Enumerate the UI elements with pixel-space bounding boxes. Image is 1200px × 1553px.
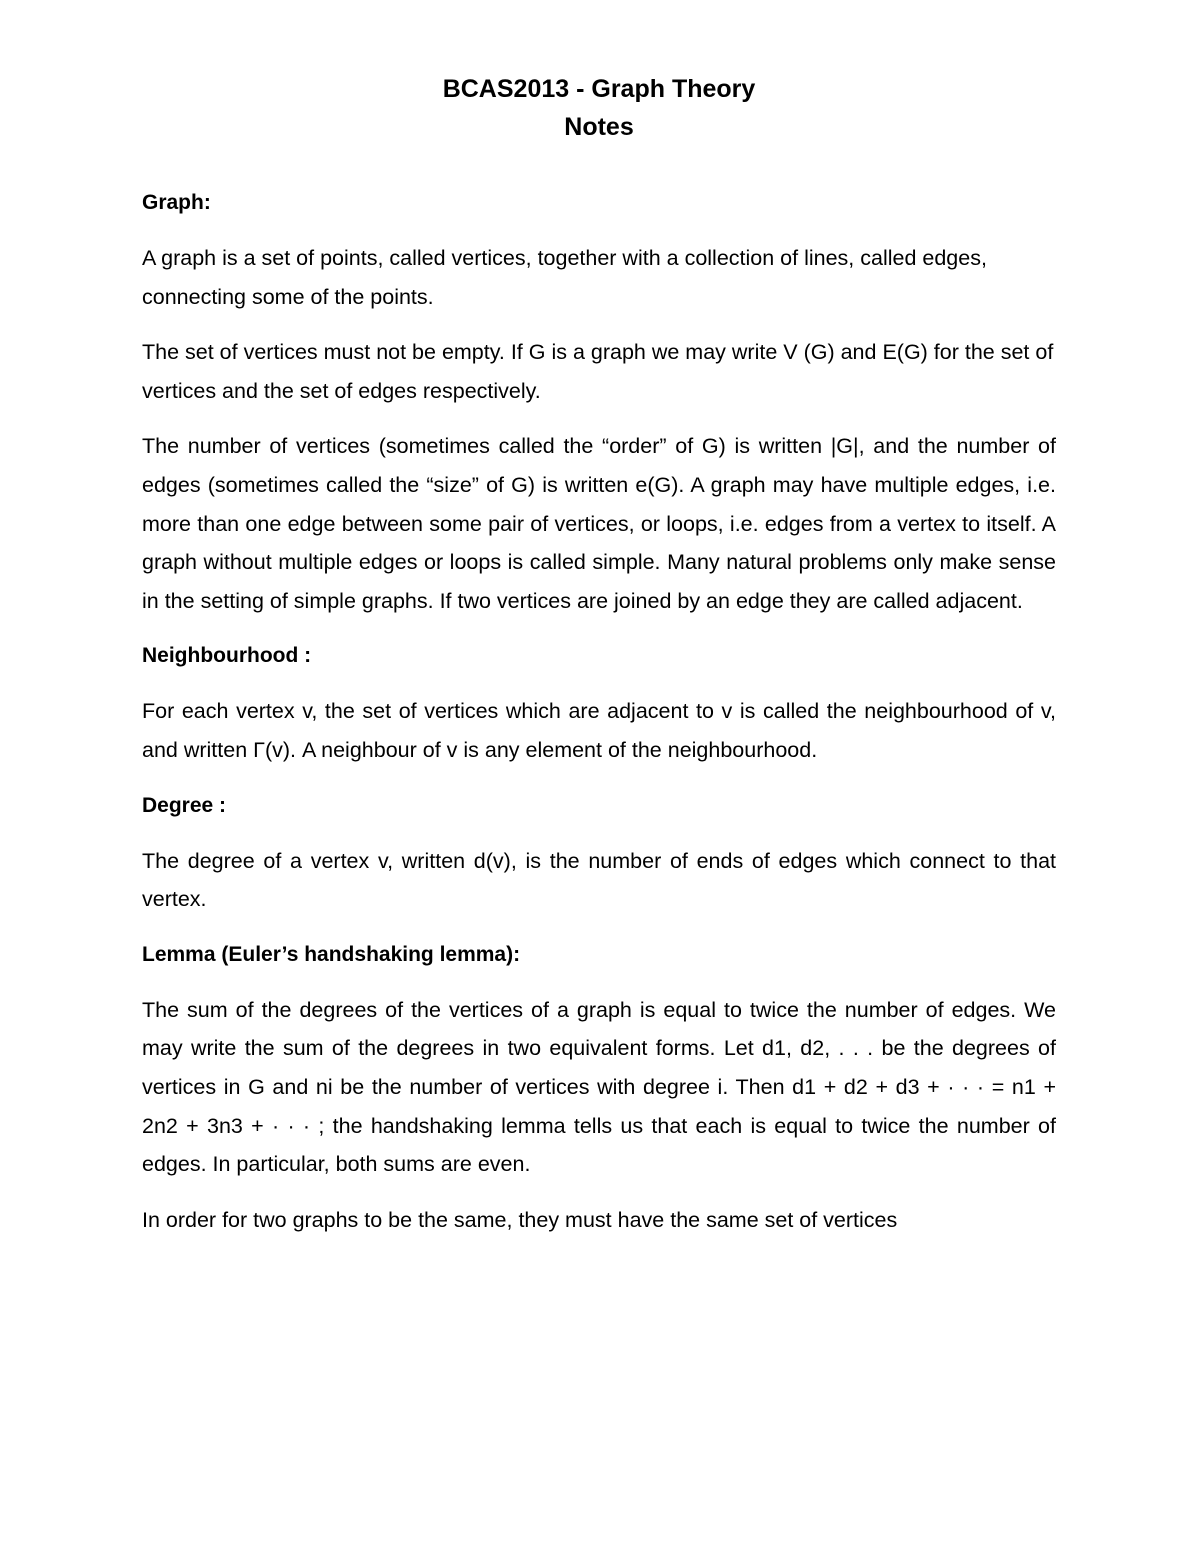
title-block xyxy=(142,70,1056,146)
section-neighbourhood xyxy=(142,637,1056,769)
section-degree xyxy=(142,787,1056,919)
paragraph: For each vertex v, the set of vertices which are adjacent to v is called the neighbourhood of v, and written Γ(v). A neighbour of v is any element of the neighbourhood. xyxy=(142,699,1056,762)
paragraph: The number of vertices (sometimes called the “order” of G) is written |G|, and the number of edges (sometimes called the “size” of G) is written e(G). A graph may have multiple edges, i.e. more than one edge between some pair of vertices, or loops, i.e. edges from a vertex to itself. A graph without multiple edges or loops is called simple. Many natural problems only make sense in the setting of simple graphs. If two vertices are joined by an edge they are called adjacent. xyxy=(142,434,1056,613)
section-heading: Degree : xyxy=(142,793,227,817)
section-heading: Lemma (Euler’s handshaking lemma): xyxy=(142,942,521,966)
document-page xyxy=(142,70,1056,1256)
paragraph: The sum of the degrees of the vertices of a graph is equal to twice the number of edges. We may write the sum of the degrees in two equivalent forms. Let d1, d2, . . . be the degrees of vertices in G and ni be the number of vertices with degree i. Then d1 + d2 + d3 + · · · = n1 + 2n2 + 3n3 + · · · ; the handshaking lemma tells us that each is equal to twice the number of edges. In particular, both sums are even. xyxy=(142,997,1056,1177)
paragraph: The degree of a vertex v, written d(v), is the number of ends of edges which connect to that vertex. xyxy=(142,848,1056,912)
section-handshaking-lemma xyxy=(142,936,1056,1240)
document-title: BCAS2013 - Graph Theory xyxy=(442,75,756,103)
section-graph xyxy=(142,184,1056,620)
section-heading: Neighbourhood : xyxy=(142,644,312,668)
document-subtitle: Notes xyxy=(564,113,634,141)
paragraph: The set of vertices must not be empty. If G is a graph we may write V (G) and E(G) for the set of vertices and the set of edges respectively. xyxy=(142,340,1054,403)
paragraph: A graph is a set of points, called vertices, together with a collection of lines, called edges, connecting some of the points. xyxy=(142,246,987,309)
section-heading: Graph: xyxy=(142,191,211,214)
paragraph: In order for two graphs to be the same, they must have the same set of vertices xyxy=(142,1207,898,1232)
